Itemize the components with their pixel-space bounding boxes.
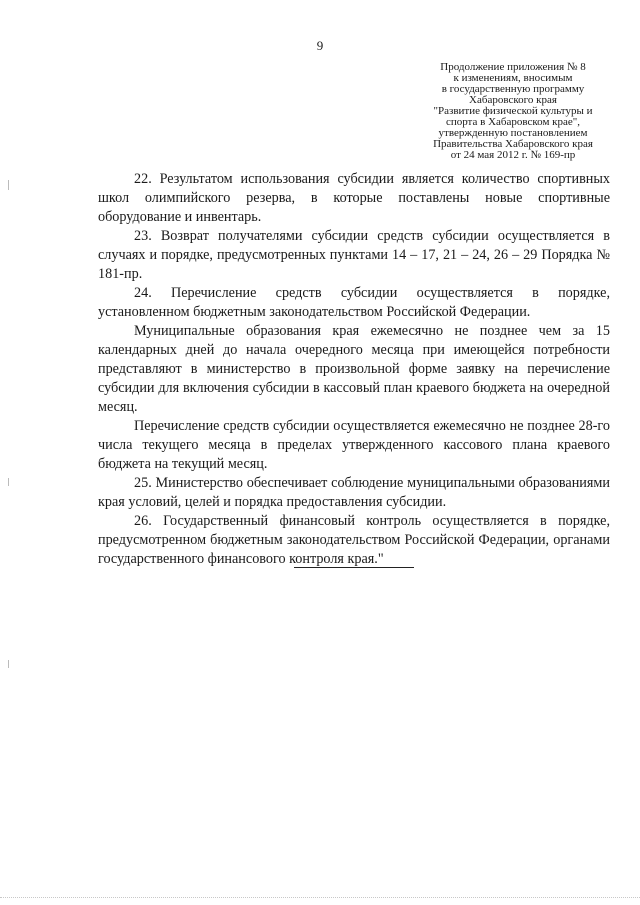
header-line: в государственную программу [441, 83, 585, 95]
header-line: "Развитие физической культуры и [433, 105, 593, 117]
paragraph-monthly-request: Муниципальные образования края ежемесячно не позднее чем за 15 календарных дней до начала очередного месяца при имеющейся потребности представляют в министерство в произвольной форме заявку на перечисление субсидии для включения субсидии в кассовый план краевого бюджета на очередной месяц. [98, 323, 610, 415]
paragraph-23: 23. Возврат получателями субсидии средств субсидии осуществляется в случаях и порядке, предусмотренных пунктами 14 – 17, 21 – 24, 26 – 29 Порядка № 181-пр. [98, 228, 610, 282]
header-line: Продолжение приложения № 8 [440, 61, 586, 73]
header-line: от 24 мая 2012 г. № 169-пр [450, 149, 576, 161]
document-body [98, 170, 610, 569]
paragraph-24: 24. Перечисление средств субсидии осуществляется в порядке, установленном бюджетным законодательством Российской Федерации. [98, 285, 610, 320]
header-line: спорта в Хабаровском крае", [445, 116, 581, 128]
appendix-header [408, 62, 618, 161]
scan-margin-mark [8, 478, 9, 486]
header-line: к изменениям, вносимым [453, 72, 573, 84]
paragraph-26: 26. Государственный финансовый контроль осуществляется в порядке, предусмотренном бюджетным законодательством Российской Федерации, органами государственного финансового контроля края." [98, 513, 610, 567]
page-number: 9 [316, 38, 324, 53]
header-line: утвержденную постановлением [438, 127, 588, 139]
paragraph-monthly-transfer: Перечисление средств субсидии осуществляется ежемесячно не позднее 28-го числа текущего месяца в пределах утвержденного кассового плана краевого бюджета на текущий месяц. [98, 418, 610, 472]
header-line: Хабаровского края [469, 94, 557, 106]
scan-edge-noise [0, 897, 640, 898]
scan-margin-mark [8, 180, 9, 190]
paragraph-22: 22. Результатом использования субсидии является количество спортивных школ олимпийского резерва, в которые поставлены новые спортивные оборудование и инвентарь. [98, 171, 610, 225]
scan-margin-mark [8, 660, 9, 668]
paragraph-25: 25. Министерство обеспечивает соблюдение муниципальными образованиями края условий, целей и порядка предоставления субсидии. [98, 475, 610, 510]
end-separator-line [294, 567, 414, 568]
header-line: Правительства Хабаровского края [433, 138, 593, 150]
